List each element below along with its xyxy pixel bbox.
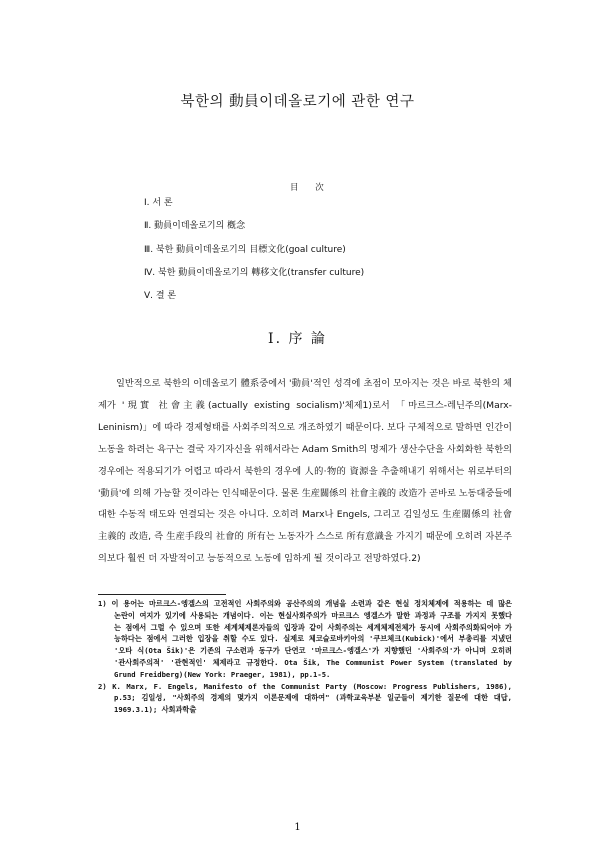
footnotes (98, 598, 512, 716)
toc-item: Ⅰ. 서 론 (144, 198, 173, 208)
table-of-contents (144, 196, 364, 312)
page-number: 1 (294, 822, 301, 833)
toc-item: Ⅴ. 결 론 (144, 291, 177, 302)
document-title: 북한의 動員이데올로기에 관한 연구 (180, 94, 415, 110)
footnote-divider (98, 594, 226, 595)
toc-item: Ⅳ. 북한 動員이데올로기의 轉移文化(transfer culture) (144, 267, 365, 278)
toc-item: Ⅲ. 북한 動員이데올로기의 目標文化(goal culture) (144, 244, 346, 255)
section-heading: Ⅰ. 序 論 (268, 331, 327, 347)
toc-item: Ⅱ. 動員이데올로기의 槪念 (144, 221, 246, 232)
toc-heading: 目 次 (290, 183, 324, 193)
footnote-item: 1) 이 용어는 마르크스-엥겔스의 고전적인 사회주의와 공산주의의 개념을 소련과 같은 현실 정치체제에 적용하는 데 많은 논란이 여지가 있기에 사용되는 개념이다. 이는 현실사회주의가 마르크스 엥겔스가 말한 과정과 구조를 가지지 못했다는 점에서 그럴 수 있으며 또한 세계체제론자들의 입장과 같이 사회주의는 세계체제전체가 동시에 사회주의화되어야 가능하다는 점에서 그러한 입장을 취할 수도 있다. 실제로 체코슬로바키아의 '쿠브체크(Kubick)'에서 부총리를 지냈던 '오타 식(Ota Šik)'은 기존의 구소련과 동구가 단연코 '마르크스-엥겔스'가 지향했던 '사회주의'가 아니며 오히려 '관사회주의적' '관현적인' 체제라고 규정한다. Ota Šik, The Communist Power System (translated by Grund Freidberg)(New York: Praeger, 1981), pp.1-5. (98, 599, 512, 679)
footnote-item: 2) K. Marx, F. Engels, Manifesto of the Communist Party (Moscow: Progress Publishers, 1986), p.53; 김일성, "사회주의 경제의 몇가지 이론문제에 대하여" (과학교육부분 일군들이 제기한 질문에 대한 대답, 1969.3.1); 사회과학출 (98, 681, 512, 715)
body-paragraph: 일반적으로 북한의 이데올로기 體系중에서 '動員'적인 성격에 초점이 모아지는 것은 바로 북한의 체제가 '現實 社會主義(actually existing socialism)'체제1)로서 「마르크스-레닌주의(Marx-Leninism)」에 따라 경제형태를 사회주의적으로 개조하였기 때문이다. 보다 구체적으로 말하면 인간이 노동을 하려는 욕구는 결국 자기자신을 위해서라는 Adam Smith의 명제가 생산수단을 사회화한 북한의 경우에는 적용되기가 어렵고 따라서 북한의 경우에 人的·物的 資源을 추출해내기 위해서는 위로부터의 '動員'에 의해 가능할 것이라는 인식때문이다. 물론 生産關係의 社會主義的 改造가 곧바로 노동대중들에 대한 수동적 태도와 연결되는 것은 아니다. 오히려 Marx나 Engels, 그리고 김일성도 生産關係의 社會主義的 改造, 즉 生産手段의 社會的 所有는 노동자가 스스로 所有意識을 가지기 때문에 오히려 자본주의보다 훨씬 더 자발적이고 능동적으로 노동에 임하게 될 것이라고 전망하였다.2) (98, 378, 512, 565)
